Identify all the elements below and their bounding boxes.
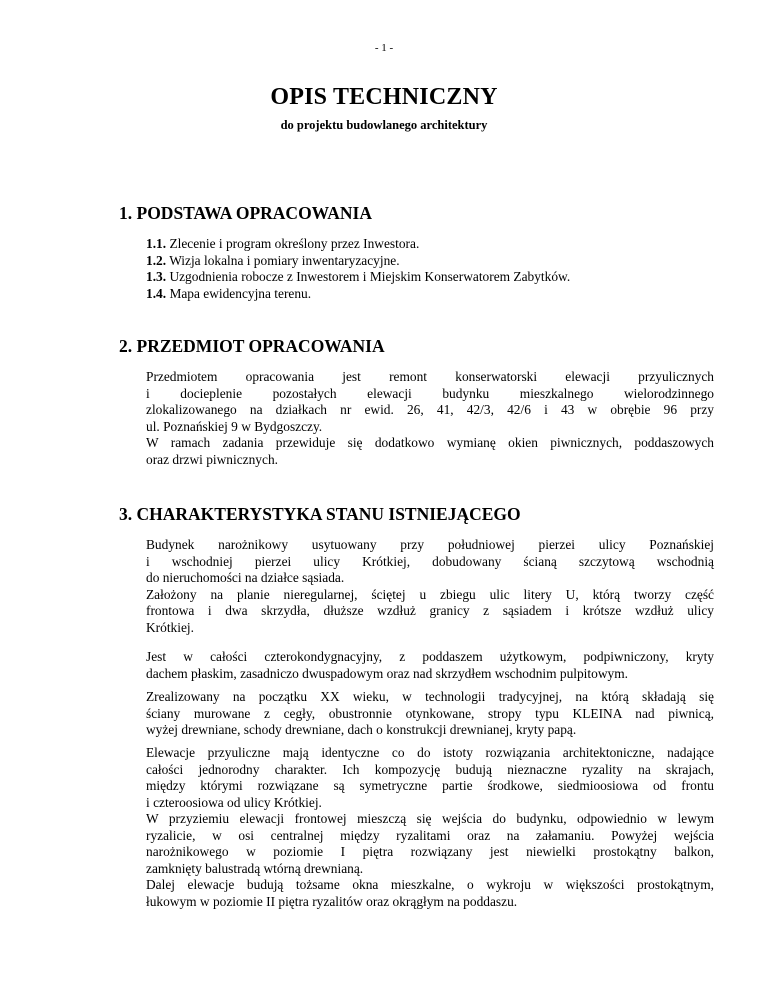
- text-line: Dalej elewacje budują tożsame okna mieszkalne, o wykroju w większości prostokątnym,: [146, 877, 714, 892]
- text-line: narożnikowego w poziomie I piętra rozwiązany jest niewielki prostokątny balkon,: [146, 844, 714, 859]
- building-paragraph-4: [146, 745, 714, 910]
- text-line: W przyziemiu elewacji frontowej mieszczą się wejścia do budynku, odpowiednio w lewym: [146, 811, 714, 826]
- text-line: Przedmiotem opracowania jest remont konserwatorski elewacji przyulicznych: [146, 369, 714, 384]
- text-line: i czteroosiowa od ulicy Krótkiej.: [146, 794, 322, 810]
- text-line: ściany murowane z cegły, obustronnie otynkowane, stropy typu KLEINA nad piwnicą,: [146, 705, 714, 721]
- list-item: 1.3. Uzgodnienia robocze z Inwestorem i Miejskim Konserwatorem Zabytków.: [146, 269, 571, 284]
- text-line: do nieruchomości na działce sąsiada.: [146, 570, 345, 585]
- section-heading-2: 2. PRZEDMIOT OPRACOWANIA: [119, 336, 385, 356]
- text-line: oraz drzwi piwnicznych.: [146, 451, 278, 467]
- text-line: Jest w całości czterokondygnacyjny, z poddaszem użytkowym, podpiwniczony, kryty: [146, 649, 714, 664]
- text-line: Zrealizowany na początku XX wieku, w technologii tradycyjnej, na którą składają się: [146, 689, 714, 704]
- list-item: 1.4. Mapa ewidencyjna terenu.: [146, 285, 312, 301]
- text-line: zlokalizowanego na działkach nr ewid. 26, 41, 42/3, 42/6 i 43 w obrębie 96 przy: [146, 402, 714, 417]
- text-line: W ramach zadania przewiduje się dodatkowo wymianę okien piwnicznych, poddaszowych: [146, 435, 714, 450]
- text-line: ul. Poznańskiej 9 w Bydgoszczy.: [146, 418, 323, 434]
- text-line: ryzalicie, w osi centralnej między ryzalitami oraz na załamaniu. Powyżej wejścia: [146, 827, 714, 843]
- text-line: między którymi rozwiązane są symetryczne partie środkowe, siedmioosiowa od frontu: [146, 778, 714, 793]
- section-heading-1: 1. PODSTAWA OPRACOWANIA: [119, 203, 372, 223]
- document-subtitle: do projektu budowlanego architektury: [280, 118, 488, 132]
- text-line: i docieplenie pozostałych elewacji budynku mieszkalnego wielorodzinnego: [146, 385, 714, 401]
- document-title: OPIS TECHNICZNY: [270, 84, 498, 110]
- text-line: łukowym w poziomie II piętra ryzalitów oraz okrągłym na poddaszu.: [146, 893, 518, 909]
- text-line: zamknięty balustradą wtórną drewnianą.: [146, 860, 364, 876]
- building-paragraph-2: [146, 649, 714, 682]
- text-line: Budynek narożnikowy usytuowany przy południowej pierzei ulicy Poznańskiej: [146, 537, 714, 552]
- text-line: i wschodniej pierzei ulicy Krótkiej, dobudowany ścianą szczytową wschodnią: [146, 553, 714, 569]
- text-line: Elewacje przyuliczne mają identyczne co do istoty rozwiązania architektoniczne, nadające: [146, 745, 714, 760]
- text-line: frontowa i dwa skrzydła, dłuższe wzdłuż granicy z sąsiadem i krótsze wzdłuż ulicy: [146, 603, 714, 618]
- text-line: wyżej drewniane, schody drewniane, dach o konstrukcji drewnianej, kryty papą.: [146, 722, 577, 737]
- text-line: Krótkiej.: [146, 619, 194, 635]
- text-line: dachem płaskim, zasadniczo dwuspadowym oraz nad skrzydłem wschodnim pulpitowym.: [146, 665, 628, 681]
- scope-paragraph: [146, 369, 714, 468]
- text-line: całości jednorodny charakter. Ich kompozycję budują nieznaczne ryzality na skrajach,: [146, 761, 714, 777]
- building-paragraph-1: [146, 537, 714, 636]
- building-paragraph-3: [146, 689, 714, 739]
- section-heading-3: 3. CHARAKTERYSTYKA STANU ISTNIEJĄCEGO: [119, 504, 521, 524]
- list-item: 1.2. Wizja lokalna i pomiary inwentaryzacyjne.: [146, 252, 400, 268]
- text-line: Założony na planie nieregularnej, ściętej u zbiegu ulic litery U, którą tworzy część: [146, 586, 714, 602]
- list-item: 1.1. Zlecenie i program określony przez Inwestora.: [146, 236, 420, 251]
- page-number: - 1 -: [374, 42, 394, 54]
- basis-list: [146, 236, 570, 302]
